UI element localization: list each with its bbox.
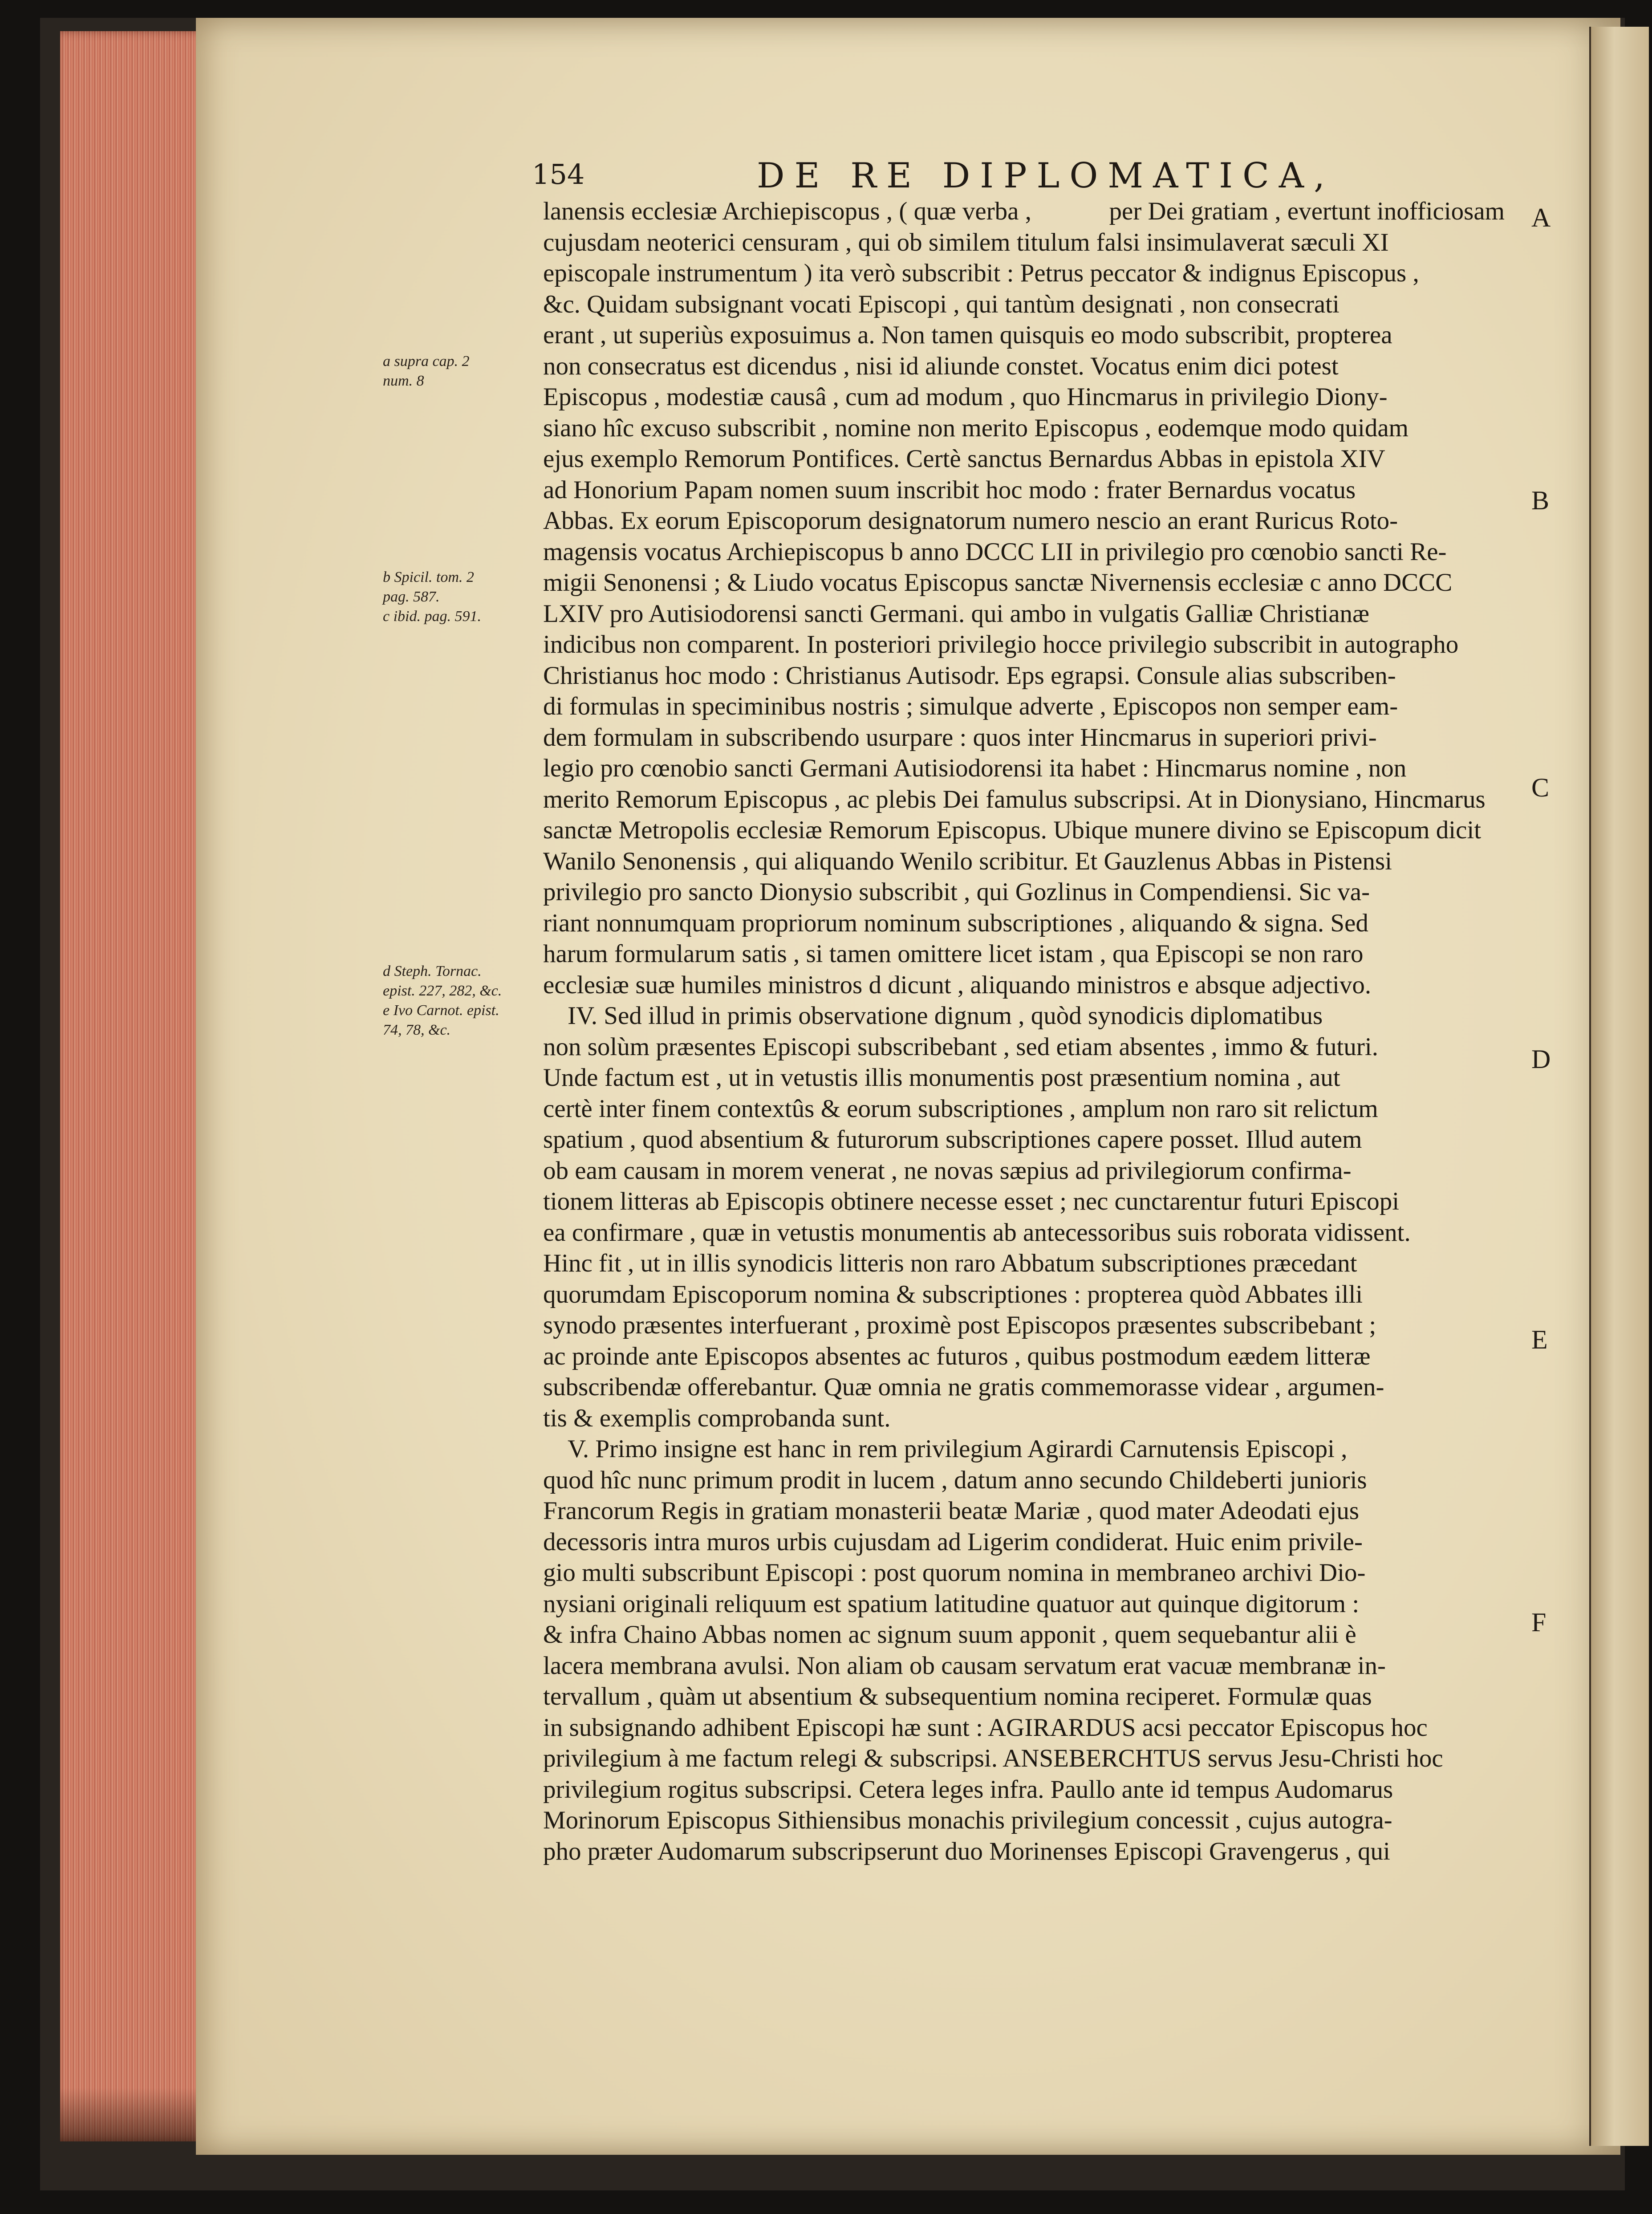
- text-line: [543, 1000, 1505, 1032]
- text-segment: LXIV pro Autisiodorensi sancti Germani. qui ambo in vulgatis Galliæ Christianæ: [543, 599, 1370, 628]
- text-segment: synodo præsentes interfuerant , proximè post Episcopos præsentes subscribebant ;: [543, 1311, 1376, 1339]
- text-line: [543, 722, 1505, 753]
- text-segment: Christianus hoc modo : Christianus Autisodr. Eps egrapsi. Consule alias subscriben-: [543, 661, 1396, 690]
- text-line: [543, 970, 1505, 1001]
- text-line: [543, 1805, 1505, 1836]
- text-line: [543, 1062, 1505, 1093]
- text-segment: IV. Sed illud in primis observatione dignum , quòd synodicis diplomatibus: [568, 1002, 1323, 1030]
- text-segment: Morinorum Episcopus Sithiensibus monachis privilegium concessit , cujus autogra-: [543, 1806, 1392, 1834]
- sidenote-line: 74, 78, &c.: [383, 1022, 451, 1038]
- text-line: [543, 1403, 1505, 1434]
- text-segment: di formulas in speciminibus nostris ; simulque adverte , Episcopos non semper eam-: [543, 692, 1398, 720]
- page-number: 154: [532, 158, 585, 191]
- margin-letter-b: B: [1531, 486, 1550, 515]
- text-line: [543, 443, 1505, 475]
- text-line: [543, 1836, 1505, 1867]
- text-line: [543, 1465, 1505, 1496]
- text-line: [543, 1495, 1505, 1527]
- sidenote-b-c: [383, 568, 530, 626]
- text-segment: tervallum , quàm ut absentium & subsequentium nomina reciperet. Formulæ quas: [543, 1682, 1372, 1710]
- text-segment: ecclesiæ suæ humiles ministros d dicunt , aliquando ministros e absque adjectivo.: [543, 971, 1372, 999]
- text-segment: in subsignando adhibent Episcopi hæ sunt : AGIRARDUS acsi peccator Episcopus hoc: [543, 1713, 1428, 1742]
- text-segment: lanensis ecclesiæ Archiepiscopus , ( quæ verba ,: [543, 197, 1031, 225]
- text-line: [543, 196, 1505, 227]
- text-segment: migii Senonensi ; & Liudo vocatus Episcopus sanctæ Nivernensis ecclesiæ c anno DCCC: [543, 569, 1453, 597]
- margin-letter-e: E: [1531, 1325, 1548, 1354]
- text-segment: ac proinde ante Episcopos absentes ac futuros , quibus postmodum eædem litteræ: [543, 1342, 1371, 1370]
- margin-letter-c: C: [1531, 773, 1550, 802]
- text-segment: indicibus non comparent. In posteriori privilegio hocce privilegio subscribit in autographo: [543, 630, 1459, 658]
- text-line: [543, 1527, 1505, 1558]
- sidenote-line: pag. 587.: [383, 589, 440, 605]
- text-line: [543, 1279, 1505, 1310]
- text-line: [543, 1557, 1505, 1588]
- text-segment: legio pro cœnobio sancti Germani Autisiodorensi ita habet : Hincmarus nomine , non: [543, 754, 1407, 782]
- text-segment: privilegium à me factum relegi & subscripsi. ANSEBERCHTUS servus Jesu-Christi hoc: [543, 1744, 1443, 1772]
- margin-letter-d: D: [1531, 1044, 1551, 1074]
- text-segment: harum formularum satis , si tamen omittere licet istam , qua Episcopi se non raro: [543, 940, 1364, 968]
- text-segment: non solùm præsentes Episcopi subscribebant , sed etiam absentes , immo & futuri.: [543, 1032, 1378, 1061]
- text-line: [543, 1588, 1505, 1620]
- sidenote-line: b Spicil. tom. 2: [383, 569, 474, 585]
- text-segment: erant , ut superiùs exposuimus a. Non tamen quisquis eo modo subscribit, propterea: [543, 321, 1392, 349]
- text-line: [543, 1032, 1505, 1063]
- text-line: [543, 505, 1505, 536]
- margin-letter-a: A: [1531, 203, 1551, 232]
- text-line: [543, 1155, 1505, 1186]
- sidenote-line: c ibid. pag. 591.: [383, 608, 481, 625]
- text-segment: tionem litteras ab Episcopis obtinere necesse esset ; nec cunctarentur futuri Episcopi: [543, 1187, 1400, 1215]
- text-segment: tis & exemplis comprobanda sunt.: [543, 1404, 891, 1432]
- text-line: [543, 753, 1505, 784]
- text-line: [543, 598, 1505, 630]
- text-segment: privilegium rogitus subscripsi. Cetera leges infra. Paullo ante id tempus Audomarus: [543, 1775, 1393, 1804]
- text-segment: ea confirmare , quæ in vetustis monumentis ab antecessoribus suis roborata vidissent.: [543, 1218, 1411, 1247]
- text-segment: sanctæ Metropolis ecclesiæ Remorum Episcopus. Ubique munere divino se Episcopum dicit: [543, 816, 1482, 844]
- running-title: DE RE DIPLOMATICA,: [757, 156, 1335, 196]
- text-segment: ad Honorium Papam nomen suum inscribit hoc modo : frater Bernardus vocatus: [543, 475, 1356, 504]
- text-segment: &c. Quidam subsignant vocati Episcopi , qui tantùm designati , non consecrati: [543, 290, 1339, 318]
- text-line: [543, 908, 1505, 939]
- sidenote-line: d Steph. Tornac.: [383, 963, 482, 979]
- text-segment: magensis vocatus Archiepiscopus b anno DCCC LII in privilegio pro cœnobio sancti Re-: [543, 537, 1447, 566]
- text-line: [543, 1248, 1505, 1279]
- sidenote-a: [383, 352, 530, 391]
- sidenote-line: num. 8: [383, 373, 424, 389]
- text-line: [543, 1681, 1505, 1712]
- text-line: [543, 320, 1505, 351]
- text-segment: quorumdam Episcoporum nomina & subscriptiones : propterea quòd Abbates illi: [543, 1280, 1363, 1308]
- text-segment: Wanilo Senonensis , qui aliquando Wenilo scribitur. Et Gauzlenus Abbas in Pistensi: [543, 847, 1392, 875]
- text-line: [543, 660, 1505, 691]
- text-segment: Unde factum est , ut in vetustis illis monumentis post præsentium nomina , aut: [543, 1064, 1340, 1092]
- text-segment: siano hîc excuso subscribit , nomine non merito Episcopus , eodemque modo quidam: [543, 414, 1409, 442]
- text-line: [543, 784, 1505, 815]
- text-line: [543, 1341, 1505, 1372]
- text-line: [543, 227, 1505, 258]
- text-line: [543, 691, 1505, 722]
- text-segment: Episcopus , modestiæ causâ , cum ad modum , quo Hincmarus in privilegio Diony-: [543, 383, 1388, 411]
- text-segment: certè inter finem contextûs & eorum subscriptiones , amplum non raro sit relictum: [543, 1094, 1378, 1123]
- sidenote-line: a supra cap. 2: [383, 353, 470, 370]
- text-segment: dem formulam in subscribendo usurpare : quos inter Hincmarus in superiori privi-: [543, 723, 1377, 752]
- sidenote-line: e Ivo Carnot. epist.: [383, 1002, 499, 1019]
- text-line: [543, 1650, 1505, 1682]
- text-segment: V. Primo insigne est hanc in rem privilegium Agirardi Carnutensis Episcopi ,: [568, 1435, 1348, 1463]
- text-line: [543, 1093, 1505, 1125]
- text-segment: per Dei gratiam , evertunt inofficiosam: [1109, 197, 1505, 225]
- text-segment: episcopale instrumentum ) ita verò subscribit : Petrus peccator & indignus Episcopus ,: [543, 259, 1419, 287]
- text-line: [543, 413, 1505, 444]
- text-line: [543, 877, 1505, 908]
- text-line: [543, 258, 1505, 289]
- body-text: [543, 196, 1505, 1867]
- text-line: [543, 536, 1505, 568]
- margin-letter-f: F: [1531, 1608, 1546, 1637]
- sidenote-line: epist. 227, 282, &c.: [383, 983, 502, 999]
- text-segment: merito Remorum Episcopus , ac plebis Dei famulus subscripsi. At in Dionysiano, Hincmarus: [543, 785, 1486, 813]
- text-line: [543, 475, 1505, 506]
- text-segment: non consecratus est dicendus , nisi id aliunde constet. Vocatus enim dici potest: [543, 352, 1339, 380]
- text-line: [543, 1774, 1505, 1805]
- text-line: [543, 1217, 1505, 1248]
- text-segment: subscribendæ offerebantur. Quæ omnia ne gratis commemorasse videar , argumen-: [543, 1373, 1384, 1401]
- text-line: [543, 382, 1505, 413]
- text-segment: spatium , quod absentium & futurorum subscriptiones capere posset. Illud autem: [543, 1125, 1362, 1154]
- text-line: [543, 1619, 1505, 1650]
- text-segment: nysiani originali reliquum est spatium latitudine quatuor aut quinque digitorum :: [543, 1589, 1360, 1618]
- text-segment: lacera membrana avulsi. Non aliam ob causam servatum erat vacuæ membranæ in-: [543, 1651, 1386, 1680]
- text-line: [543, 1310, 1505, 1341]
- text-line: [543, 1124, 1505, 1155]
- text-line: [543, 1743, 1505, 1774]
- text-line: [543, 289, 1505, 320]
- text-line: [543, 351, 1505, 382]
- text-line: [543, 1434, 1505, 1465]
- text-line: [543, 938, 1505, 970]
- text-segment: privilegio pro sancto Dionysio subscribit , qui Gozlinus in Compendiensi. Sic va-: [543, 878, 1370, 906]
- text-segment: ejus exemplo Remorum Pontifices. Certè sanctus Bernardus Abbas in epistola XIV: [543, 445, 1385, 473]
- text-line: [543, 629, 1505, 660]
- text-segment: gio multi subscribunt Episcopi : post quorum nomina in membraneo archivi Dio-: [543, 1559, 1366, 1587]
- sidenote-d-e: [383, 962, 530, 1040]
- facing-page-edge: [1589, 27, 1649, 2146]
- text-segment: Abbas. Ex eorum Episcoporum designatorum numero nescio an erant Ruricus Roto-: [543, 507, 1398, 535]
- text-segment: riant nonnumquam propriorum nominum subscriptiones , aliquando & signa. Sed: [543, 909, 1368, 937]
- text-line: [543, 846, 1505, 877]
- text-line: [543, 815, 1505, 846]
- text-line: [543, 1186, 1505, 1217]
- text-line: [543, 1712, 1505, 1743]
- text-segment: Francorum Regis in gratiam monasterii beatæ Mariæ , quod mater Adeodati ejus: [543, 1497, 1360, 1525]
- text-segment: ob eam causam in morem venerat , ne novas sæpius ad privilegiorum confirma-: [543, 1156, 1352, 1185]
- text-segment: quod hîc nunc primum prodit in lucem , datum anno secundo Childeberti junioris: [543, 1466, 1367, 1494]
- text-line: [543, 567, 1505, 598]
- text-segment: decessoris intra muros urbis cujusdam ad Ligerim condiderat. Huic enim privile-: [543, 1527, 1363, 1556]
- text-segment: & infra Chaino Abbas nomen ac signum suum apponit , quem sequebantur alii è: [543, 1621, 1356, 1649]
- text-segment: pho præter Audomarum subscripserunt duo Morinenses Episcopi Gravengerus , qui: [543, 1837, 1390, 1865]
- text-segment: Hinc fit , ut in illis synodicis litteris non raro Abbatum subscriptiones præcedant: [543, 1249, 1357, 1277]
- text-segment: cujusdam neoterici censuram , qui ob similem titulum falsi insimulaverat sæculi XI: [543, 228, 1389, 256]
- text-line: [543, 1372, 1505, 1403]
